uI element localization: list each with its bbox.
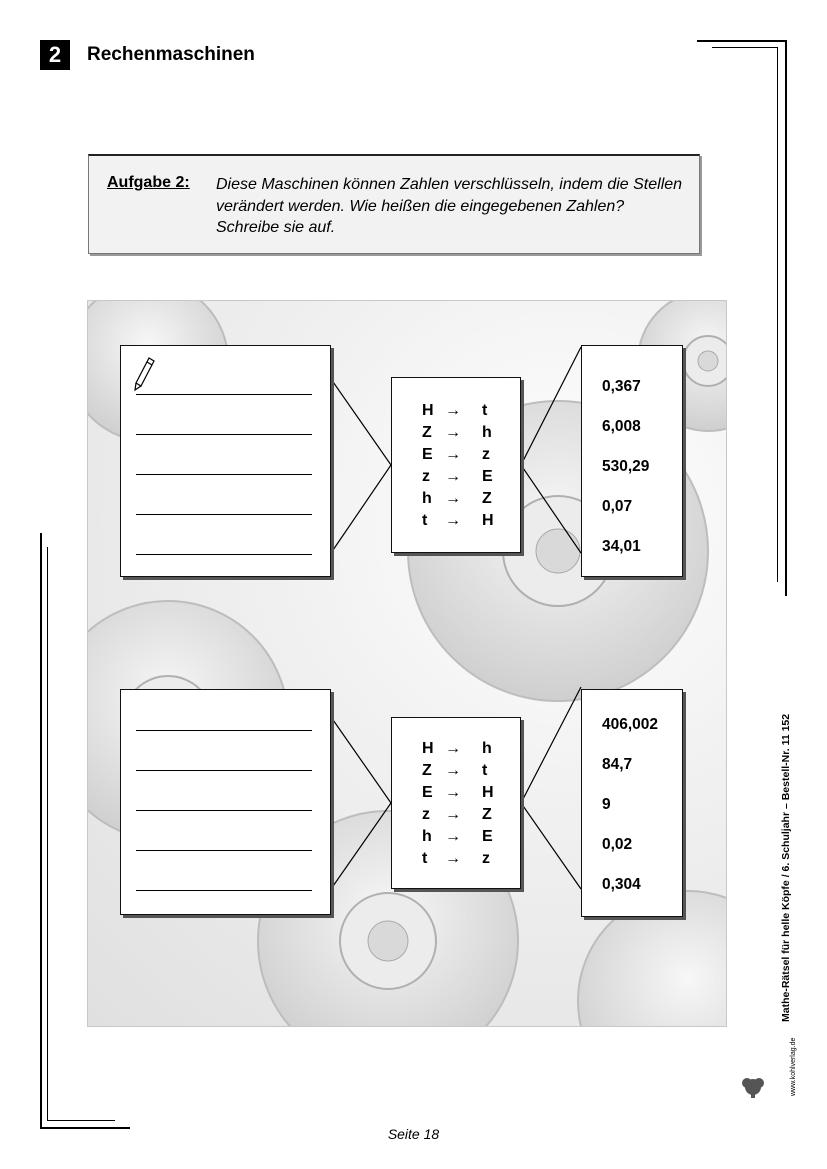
task-label: Aufgabe 2: — [107, 174, 190, 191]
rule-row: t → z — [422, 850, 490, 867]
side-book-info: Mathe-Rätsel für helle Köpfe / 6. Schuljahr – Bestell-Nr. 11 152 — [780, 713, 792, 1022]
machine-rules-2 — [391, 717, 521, 889]
rule-row: h → E — [422, 828, 493, 845]
answer-card-2 — [120, 689, 331, 915]
corner-line-top-2 — [712, 47, 778, 48]
right-arrow-icon: → — [445, 828, 461, 845]
right-arrow-icon: → — [445, 446, 461, 463]
output-number: 84,7 — [602, 756, 633, 773]
rule-row: Z → t — [422, 762, 488, 779]
output-number: 0,304 — [602, 876, 641, 893]
corner-line-top-1 — [697, 40, 787, 42]
output-number: 6,008 — [602, 418, 641, 435]
right-arrow-icon: → — [445, 740, 461, 757]
output-number: 0,02 — [602, 836, 633, 853]
rule-row: h → Z — [422, 490, 492, 507]
output-number: 530,29 — [602, 458, 650, 475]
right-arrow-icon: → — [445, 424, 461, 441]
rule-row: H → t — [422, 402, 488, 419]
right-arrow-icon: → — [445, 806, 461, 823]
corner-line-right-2 — [777, 47, 778, 582]
answer-line[interactable] — [136, 514, 312, 515]
rule-row: Z → h — [422, 424, 492, 441]
corner-line-left-1 — [40, 533, 42, 1129]
output-number: 34,01 — [602, 538, 641, 555]
publisher-website: www.kohlverlag.de — [790, 1037, 797, 1096]
corner-line-bottom-2 — [47, 1120, 115, 1121]
puzzle-area — [87, 300, 727, 1027]
corner-line-right-1 — [785, 40, 787, 596]
answer-line[interactable] — [136, 554, 312, 555]
answer-line[interactable] — [136, 474, 312, 475]
answer-line[interactable] — [136, 394, 312, 395]
page-number: Seite 18 — [387, 1126, 440, 1142]
output-card-2 — [581, 689, 683, 917]
page-title: Rechenmaschinen — [87, 44, 255, 65]
answer-line[interactable] — [136, 770, 312, 771]
right-arrow-icon: → — [445, 490, 461, 507]
right-arrow-icon: → — [445, 850, 461, 867]
answer-line[interactable] — [136, 434, 312, 435]
output-number: 0,367 — [602, 378, 641, 395]
answer-line[interactable] — [136, 730, 312, 731]
output-number: 9 — [602, 796, 611, 813]
answer-line[interactable] — [136, 850, 312, 851]
right-arrow-icon: → — [445, 468, 461, 485]
right-arrow-icon: → — [445, 402, 461, 419]
rule-row: z → Z — [422, 806, 492, 823]
answer-card-1 — [120, 345, 331, 577]
chapter-number-badge: 2 — [40, 40, 70, 70]
output-number: 406,002 — [602, 716, 659, 733]
rule-row: E → z — [422, 446, 490, 463]
output-card-1 — [581, 345, 683, 577]
task-box — [88, 154, 700, 254]
output-number: 0,07 — [602, 498, 633, 515]
machine-rules-1 — [391, 377, 521, 553]
rule-row: t → H — [422, 512, 494, 529]
rule-row: z → E — [422, 468, 493, 485]
right-arrow-icon: → — [445, 762, 461, 779]
answer-line[interactable] — [136, 890, 312, 891]
rule-row: E → H — [422, 784, 494, 801]
answer-line[interactable] — [136, 810, 312, 811]
right-arrow-icon: → — [445, 784, 461, 801]
corner-line-left-2 — [47, 547, 48, 1121]
right-arrow-icon: → — [445, 512, 461, 529]
rule-row: H → h — [422, 740, 492, 757]
kohl-logo-icon — [742, 1072, 764, 1098]
pencil-icon — [133, 356, 157, 392]
task-instructions: Diese Maschinen können Zahlen verschlüsseln, indem die Stellen verändert werden. Wie heißen die eingegebenen Zahlen? Schreibe sie auf. — [216, 176, 683, 236]
